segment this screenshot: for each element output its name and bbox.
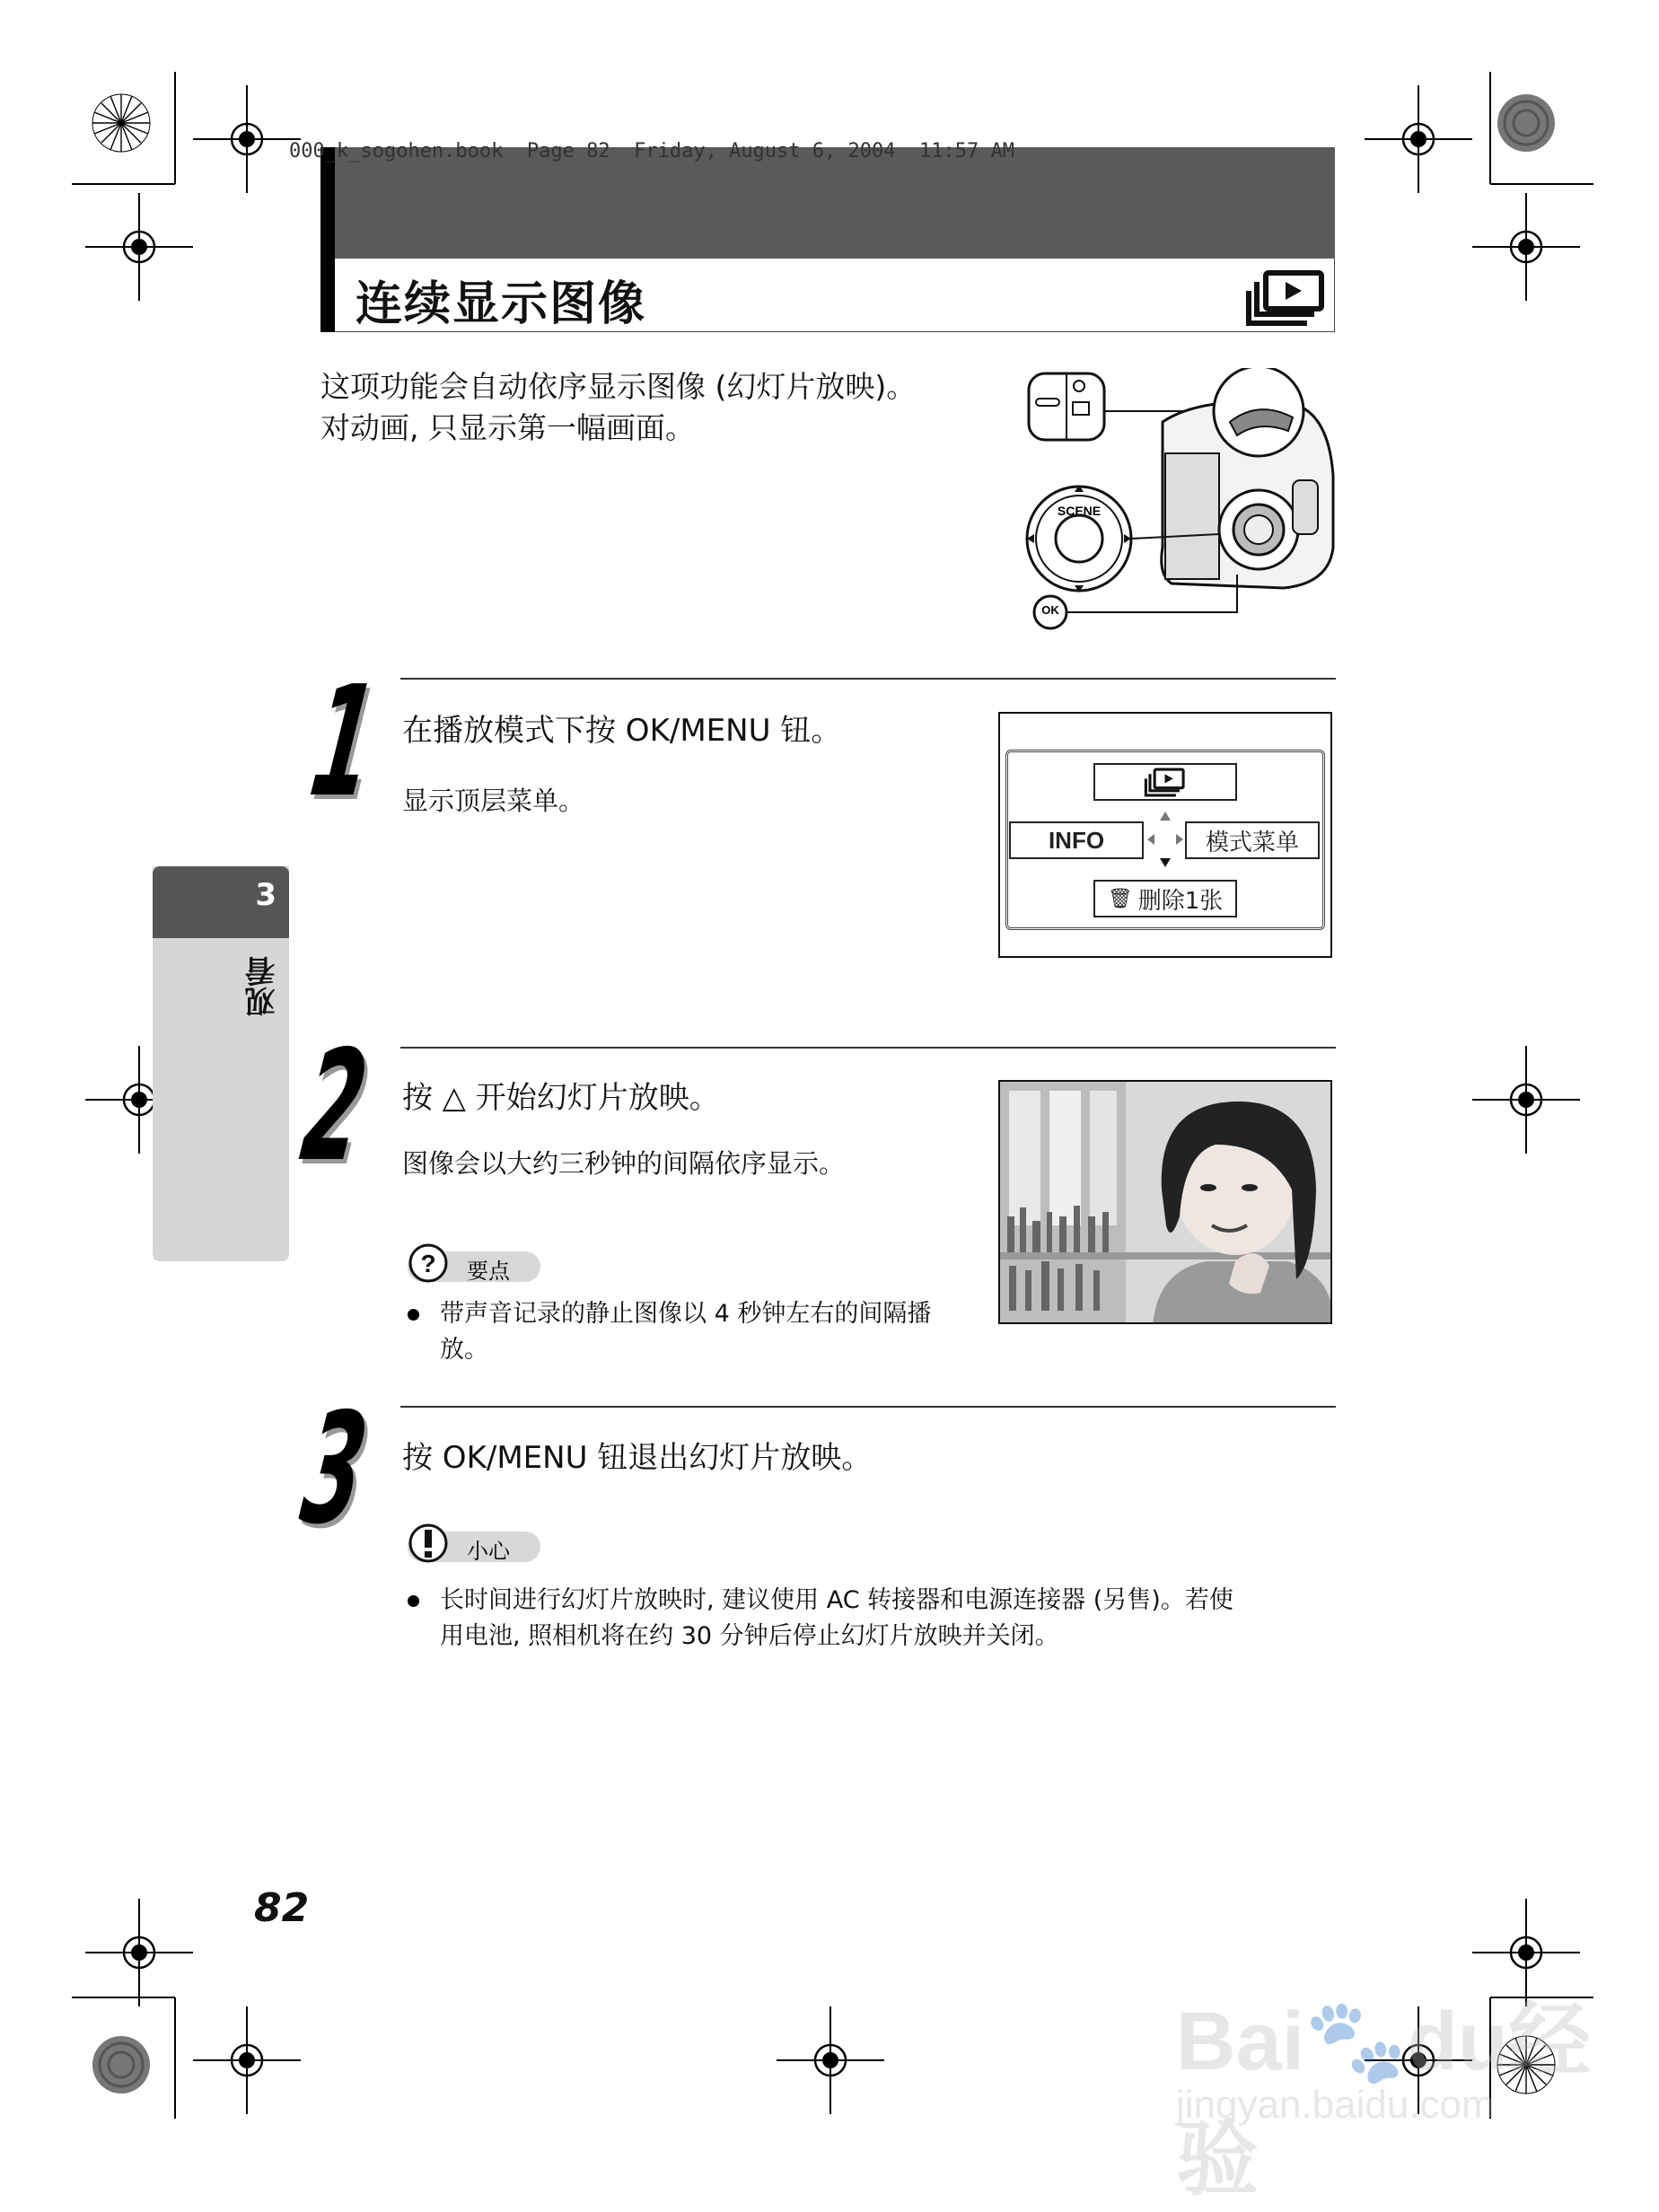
slideshow-icon	[1246, 268, 1327, 327]
page-number: 82	[254, 1885, 310, 1931]
tip-text-1: 带声音记录的静止图像以 4 秒钟左右的间隔播	[440, 1300, 932, 1328]
question-icon	[408, 1242, 449, 1284]
paw-icon: 🐾	[1304, 1996, 1408, 2087]
page-title: 连续显示图像	[356, 277, 647, 331]
step-2-heading: 按 △ 开始幻灯片放映。	[402, 1080, 720, 1116]
svg-text:OK: OK	[1041, 603, 1059, 617]
intro-line-1: 这项功能会自动依序显示图像 (幻灯片放映)。	[320, 369, 917, 404]
menu-info-button: INFO	[1009, 821, 1144, 859]
step-3-number: 3	[293, 1381, 377, 1558]
intro-line-2: 对动画, 只显示第一幅画面。	[320, 410, 695, 445]
step-1-divider	[400, 678, 1336, 680]
warning-icon	[408, 1523, 449, 1564]
camera-illustration	[1023, 368, 1338, 637]
step-1-heading: 在播放模式下按 OK/MENU 钮。	[402, 713, 842, 749]
chapter-number: 3	[255, 877, 276, 913]
svg-text:?: ?	[420, 1250, 436, 1277]
menu-slideshow-button	[1093, 763, 1237, 801]
title-stripe	[320, 147, 335, 332]
watermark-brand: Bai🐾du经验	[1176, 1996, 1592, 2206]
step-3-heading: 按 OK/MENU 钮退出幻灯片放映。	[402, 1440, 873, 1476]
step-2-sub: 图像会以大约三秒钟的间隔依序显示。	[402, 1148, 846, 1179]
caution-text-1: 长时间进行幻灯片放映时, 建议使用 AC 转接器和电源连接器 (另售)。若使	[440, 1586, 1233, 1614]
trash-icon: 🗑	[1107, 887, 1133, 910]
tip-bullet	[408, 1309, 419, 1321]
menu-delete-button	[1093, 880, 1237, 917]
tip-label: 要点	[467, 1259, 510, 1284]
step-2-divider	[400, 1047, 1336, 1049]
caution-bullet	[408, 1595, 419, 1607]
step-1-sub: 显示顶层菜单。	[402, 786, 585, 816]
book-info: 000_k_sogohen.book Page 82 Friday, August 6, 2004 11:57 AM	[289, 140, 1014, 162]
header-band	[320, 147, 1335, 259]
menu-mode-button: 模式菜单	[1185, 821, 1320, 859]
step-1-number: 1	[302, 654, 386, 831]
watermark-url: jingyan.baidu.com	[1176, 2083, 1495, 2127]
svg-text:SCENE: SCENE	[1057, 504, 1102, 518]
tip-text-2: 放。	[440, 1336, 488, 1364]
baidu-watermark	[1176, 1957, 1607, 2206]
arrow-pad-icon	[1146, 810, 1185, 869]
caution-label: 小心	[467, 1539, 510, 1564]
chapter-label: 观看	[245, 956, 281, 1017]
step-2-number: 2	[293, 1018, 377, 1196]
caution-text-2: 用电池, 照相机将在约 30 分钟后停止幻灯片放映并关闭。	[440, 1622, 1059, 1650]
menu-delete-label: 删除1张	[1137, 887, 1224, 915]
sample-photo	[998, 1080, 1332, 1324]
step-3-divider	[400, 1406, 1336, 1408]
slideshow-icon	[1144, 767, 1187, 797]
